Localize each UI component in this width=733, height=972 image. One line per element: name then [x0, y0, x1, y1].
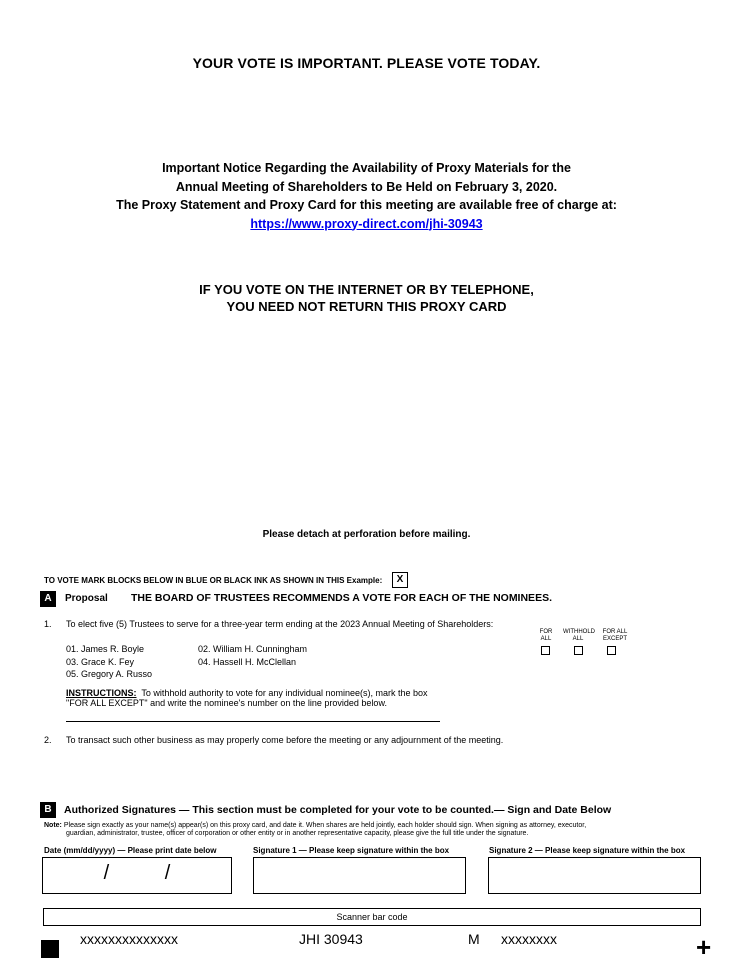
notice-line-2: Annual Meeting of Shareholders to Be Held on February 3, 2020. — [175, 179, 558, 194]
detach-notice: Please detach at perforation before mailing. — [262, 529, 471, 540]
section-a-label: Proposal — [65, 593, 108, 604]
column-withhold-all-line1: WITHHOLD — [563, 629, 595, 635]
item-1-text: To elect five (5) Trustees to serve for a three-year term ending at the 2023 Annual Meeting of Shareholders: — [66, 619, 494, 629]
note-text-1: Please sign exactly as your name(s) appear(s) on this proxy card, and date it. When shares are held jointly, each holder should sign. When signing as attorney, executor, — [63, 822, 587, 829]
nominee-05: 05. Gregory A. Russo — [66, 669, 153, 679]
instructions-text-1: To withhold authority to vote for any individual nominee(s), mark the box — [141, 688, 428, 698]
column-withhold-all — [563, 629, 593, 643]
nominee-02: 02. William H. Cunningham — [198, 644, 308, 654]
footer-code-1: xxxxxxxxxxxxxx — [80, 931, 178, 947]
column-for-all-line1: FOR — [539, 629, 553, 635]
crosshair-mark: + — [696, 932, 712, 962]
signature-1-label: Signature 1 — Please keep signature within the box — [253, 846, 450, 855]
except-nominee-line[interactable] — [66, 721, 440, 722]
proxy-materials-link[interactable]: https://www.proxy-direct.com/jhi-30943 — [250, 216, 483, 231]
registration-mark — [41, 940, 59, 958]
instructions-label: INSTRUCTIONS: — [66, 688, 137, 698]
vote-important-heading: YOUR VOTE IS IMPORTANT. PLEASE VOTE TODAY. — [192, 55, 541, 71]
signature-note — [44, 822, 694, 838]
internet-vote-note — [0, 281, 733, 315]
section-b-title: Authorized Signatures — This section must be completed for your vote to be counted.— Sign and Date Below — [64, 804, 612, 816]
withhold-all-checkbox[interactable] — [574, 646, 583, 655]
nominee-04: 04. Hassell H. McClellan — [198, 657, 297, 667]
notice-line-1: Important Notice Regarding the Availability of Proxy Materials for the — [162, 161, 571, 175]
footer-code-4: xxxxxxxx — [501, 931, 557, 947]
date-field[interactable] — [42, 857, 232, 894]
section-a-title: THE BOARD OF TRUSTEES RECOMMENDS A VOTE FOR EACH OF THE NOMINEES. — [131, 592, 552, 604]
section-a-badge: A — [40, 591, 56, 607]
column-for-all — [531, 629, 561, 643]
signature-1-box[interactable] — [253, 857, 466, 894]
signature-2-label: Signature 2 — Please keep signature within the box — [489, 846, 686, 855]
scanner-bar-code: Scanner bar code — [43, 908, 701, 926]
for-all-except-checkbox[interactable] — [607, 646, 616, 655]
column-for-all-except-line1: FOR ALL — [602, 629, 628, 635]
column-for-all-line2: ALL — [540, 636, 552, 642]
instructions-block — [66, 688, 428, 708]
date-label: Date (mm/dd/yyyy) — Please print date below — [44, 846, 217, 855]
signature-2-box[interactable] — [488, 857, 701, 894]
column-for-all-except — [600, 629, 630, 643]
for-all-checkbox[interactable] — [541, 646, 550, 655]
vote-instructions-example: TO VOTE MARK BLOCKS BELOW IN BLUE OR BLACK INK AS SHOWN IN THIS Example: — [44, 576, 383, 585]
instructions-text-2: "FOR ALL EXCEPT" and write the nominee's number on the line provided below. — [66, 698, 387, 708]
section-b-badge: B — [40, 802, 56, 818]
column-withhold-all-line2: ALL — [572, 636, 584, 642]
proxy-notice — [0, 159, 733, 233]
notice-line-3: The Proxy Statement and Proxy Card for this meeting are available free of charge at: — [116, 198, 617, 212]
example-mark-box: X — [392, 572, 408, 588]
note-label: Note: — [44, 822, 62, 829]
item-2-number: 2. — [44, 735, 52, 745]
item-1-number: 1. — [44, 619, 52, 629]
item-2-text: To transact such other business as may properly come before the meeting or any adjournment of the meeting. — [66, 735, 504, 745]
note-text-2: guardian, administrator, trustee, officer of corporation or other entity or in another representative capacity, please give the full title under the signature. — [66, 830, 529, 837]
nominee-03: 03. Grace K. Fey — [66, 657, 135, 667]
internet-note-line-2: YOU NEED NOT RETURN THIS PROXY CARD — [226, 299, 507, 314]
footer-code-3: M — [468, 931, 480, 947]
nominee-01: 01. James R. Boyle — [66, 644, 145, 654]
column-for-all-except-line2: EXCEPT — [602, 636, 627, 642]
footer-code-2: JHI 30943 — [299, 931, 363, 947]
internet-note-line-1: IF YOU VOTE ON THE INTERNET OR BY TELEPHONE, — [199, 282, 534, 297]
date-slashes: / / — [103, 862, 171, 884]
